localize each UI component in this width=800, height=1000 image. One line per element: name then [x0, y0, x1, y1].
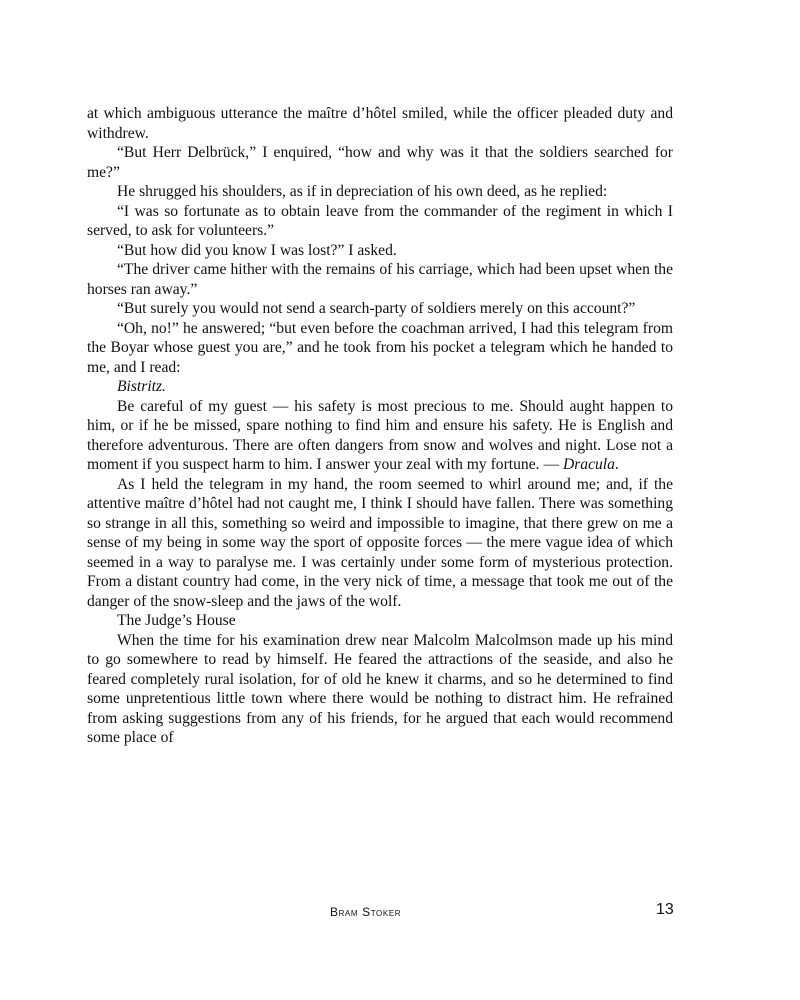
paragraph-text: He shrugged his shoulders, as if in depreciation of his own deed, as he replied:: [117, 183, 608, 200]
paragraph-text: “The driver came hither with the remains of his carriage, which had been upset when the horses ran away.”: [87, 261, 673, 298]
paragraph: [87, 104, 673, 143]
paragraph: [87, 260, 673, 299]
body-text: [87, 104, 673, 748]
paragraph-text: “I was so fortunate as to obtain leave from the commander of the regiment in which I served, to ask for volunteers.”: [87, 202, 673, 239]
paragraph-text: at which ambiguous utterance the maître d’hôtel smiled, while the officer pleaded duty and withdrew.: [87, 105, 673, 142]
paragraph: [87, 631, 673, 748]
paragraph: [87, 202, 673, 241]
paragraph: [87, 319, 673, 378]
paragraph: [87, 143, 673, 182]
paragraph-text: When the time for his examination drew near Malcolm Malcolmson made up his mind to go somewhere to read by himself. He feared the attractions of the seaside, and also he feared completely rural isolation, for of old he knew it charms, and so he determined to find some unpretentious little town where there would be nothing to distract him. He refrained from asking suggestions from any of his friends, for he argued that each would recommend some place of: [87, 631, 673, 746]
italic-text: Dracula: [562, 456, 615, 473]
paragraph: [87, 475, 673, 612]
paragraph: [87, 299, 673, 319]
paragraph: [87, 377, 673, 397]
page-number: 13: [656, 901, 674, 918]
running-footer-author: Bram Stoker: [330, 905, 402, 919]
paragraph: [87, 182, 673, 202]
paragraph-text: “Oh, no!” he answered; “but even before the coachman arrived, I had this telegram from the Boyar whose guest you are,” and he took from his pocket a telegram which he handed to me, and I read:: [87, 319, 673, 376]
paragraph: [87, 241, 673, 261]
paragraph: [87, 397, 673, 475]
paragraph-text: “But surely you would not send a search-party of soldiers merely on this account?”: [117, 300, 636, 317]
paragraph-text: Be careful of my guest — his safety is most precious to me. Should aught happen to him, or if he be missed, spare nothing to find him and ensure his safety. He is English and therefore adventurous. There are often dangers from snow and wolves and night. Lose not a moment if you suspect harm to him. I answer your zeal with my fortune. —: [87, 397, 673, 473]
paragraph: [87, 611, 673, 631]
paragraph-text: The Judge’s House: [117, 612, 236, 629]
paragraph-text: “But how did you know I was lost?” I asked.: [117, 241, 397, 259]
paragraph-text: .: [614, 456, 619, 473]
paragraph-text: “But Herr Delbrück,” I enquired, “how and why was it that the soldiers searched for me?”: [87, 144, 673, 181]
italic-text: Bistritz.: [117, 378, 166, 395]
paragraph-text: As I held the telegram in my hand, the room seemed to whirl around me; and, if the attentive maître d’hôtel had not caught me, I think I should have fallen. There was something so strange in all this, something so weird and impossible to imagine, that there grew on me a sense of my being in some way the sport of opposite forces — the mere vague idea of which seemed in a way to paralyse me. I was certainly under some form of mysterious protection. From a distant country had come, in the very nick of time, a message that took me out of the danger of the snow-sleep and the jaws of the wolf.: [87, 475, 673, 610]
